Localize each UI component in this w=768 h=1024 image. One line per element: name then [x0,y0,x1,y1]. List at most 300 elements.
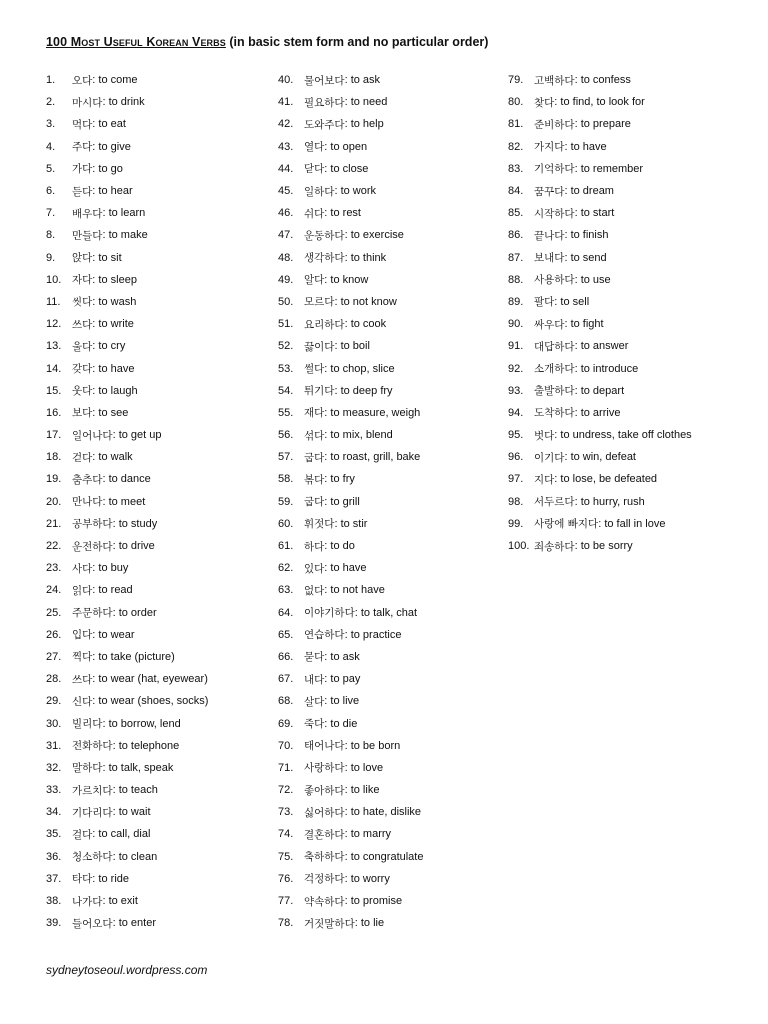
item-number: 68. [278,695,294,708]
item-number: 41. [278,96,294,109]
list-item [46,624,208,646]
list-item [508,335,692,357]
list-item [278,912,423,934]
item-number: 76. [278,872,294,885]
korean-verb: 사다 [72,562,93,575]
list-item [278,158,423,180]
item-number: 96. [508,451,524,464]
english-meaning: to help [350,118,384,131]
english-meaning: to pay [330,673,361,686]
list-item [46,69,208,91]
separator: : [112,784,119,797]
list-item [46,380,208,402]
item-number: 49. [278,273,294,286]
list-item [508,269,692,291]
separator: : [324,584,331,597]
list-item [278,247,423,269]
list-item [278,668,423,690]
verb-column-2 [278,69,423,934]
english-meaning: to undress, take off clothes [560,429,692,442]
korean-verb: 약속하다 [304,895,345,908]
item-number: 7. [46,207,56,220]
separator: : [324,562,331,575]
korean-verb: 팔다 [534,296,555,309]
separator: : [92,673,99,686]
separator: : [112,429,119,442]
english-meaning: to sell [560,295,590,308]
korean-verb: 닫다 [304,163,325,176]
korean-verb: 걸다 [72,828,93,841]
korean-verb: 시작하다 [534,207,575,220]
english-meaning: to drive [118,540,155,553]
separator: : [102,717,109,730]
item-number: 63. [278,584,294,597]
korean-verb: 꿈꾸다 [534,185,565,198]
english-meaning: to hear [98,185,133,198]
separator: : [92,185,99,198]
separator: : [92,584,99,597]
item-number: 5. [46,162,56,175]
list-item [46,180,208,202]
list-item [46,158,208,180]
separator: : [92,562,99,575]
separator: : [324,362,331,375]
korean-verb: 도착하다 [534,407,575,420]
korean-verb: 먹다 [72,118,93,131]
item-number: 53. [278,362,294,375]
english-meaning: to cook [350,318,387,331]
english-meaning: to win, defeat [570,451,636,464]
item-number: 46. [278,207,294,220]
separator: : [92,695,99,708]
list-item [46,823,208,845]
list-item [46,690,208,712]
separator: : [102,96,109,109]
english-meaning: to love [350,761,384,774]
english-meaning: to close [330,162,369,175]
separator: : [344,251,351,264]
separator: : [574,273,581,286]
separator: : [324,673,331,686]
separator: : [574,495,581,508]
korean-verb: 만들다 [72,229,103,242]
separator: : [574,162,581,175]
separator: : [344,761,351,774]
english-meaning: to dance [108,473,151,486]
english-meaning: to fry [330,473,355,486]
english-meaning: to have [570,140,607,153]
list-item [278,823,423,845]
item-number: 39. [46,917,62,930]
list-item [278,513,423,535]
separator: : [344,229,351,242]
separator: : [92,872,99,885]
korean-verb: 서두르다 [534,496,575,509]
english-meaning: to hurry, rush [580,495,645,508]
korean-verb: 하다 [304,540,325,553]
list-item [46,446,208,468]
korean-verb: 앉다 [72,252,93,265]
list-item [46,402,208,424]
separator: : [344,784,351,797]
korean-verb: 쓰다 [72,673,93,686]
korean-verb: 죄송하다 [534,540,575,553]
separator: : [344,74,351,87]
list-item [278,690,423,712]
list-item [278,136,423,158]
item-number: 81. [508,118,524,131]
korean-verb: 싫어하다 [304,806,345,819]
list-item [46,846,208,868]
korean-verb: 운전하다 [72,540,113,553]
english-meaning: to start [580,207,615,220]
korean-verb: 공부하다 [72,518,113,531]
separator: : [564,318,571,331]
korean-verb: 좋아하다 [304,784,345,797]
list-item [278,602,423,624]
korean-verb: 일어나다 [72,429,113,442]
english-meaning: to open [330,140,368,153]
english-meaning: to clean [118,850,158,863]
korean-verb: 알다 [304,274,325,287]
english-meaning: to not have [330,584,385,597]
item-number: 47. [278,229,294,242]
korean-verb: 이야기하다 [304,607,355,620]
english-meaning: to talk, chat [360,606,418,619]
korean-verb: 주문하다 [72,607,113,620]
english-meaning: to chop, slice [330,362,395,375]
separator: : [574,74,581,87]
list-item [46,801,208,823]
separator: : [554,295,561,308]
list-item [46,224,208,246]
english-meaning: to know [330,273,369,286]
separator: : [92,118,99,131]
korean-verb: 배우다 [72,207,103,220]
item-number: 57. [278,451,294,464]
list-item [508,202,692,224]
english-meaning: to congratulate [350,850,424,863]
english-meaning: to fall in love [604,517,666,530]
english-meaning: to boil [340,340,370,353]
verb-column-1 [46,69,208,934]
english-meaning: to marry [350,828,392,841]
separator: : [92,140,99,153]
english-meaning: to dream [570,185,614,198]
korean-verb: 사랑에 빠지다 [534,518,599,531]
korean-verb: 물어보다 [304,74,345,87]
english-meaning: to have [98,362,135,375]
english-meaning: to make [108,229,148,242]
list-item [508,402,692,424]
list-item [278,91,423,113]
korean-verb: 요리하다 [304,318,345,331]
korean-verb: 보다 [72,407,93,420]
english-meaning: to grill [330,495,360,508]
separator: : [324,429,331,442]
english-meaning: to stir [340,517,368,530]
korean-verb: 열다 [304,141,325,154]
english-meaning: to lose, be defeated [560,473,658,486]
item-number: 20. [46,495,62,508]
separator: : [564,140,571,153]
title-subtitle: (in basic stem form and no particular order) [225,35,489,49]
item-number: 29. [46,695,62,708]
separator: : [574,362,581,375]
english-meaning: to be born [350,739,401,752]
separator: : [112,517,119,530]
item-number: 25. [46,606,62,619]
english-meaning: to send [570,251,607,264]
separator: : [92,251,99,264]
list-item [46,868,208,890]
list-item [278,335,423,357]
item-number: 60. [278,517,294,530]
korean-verb: 끝나다 [534,229,565,242]
item-number: 86. [508,229,524,242]
list-item [278,491,423,513]
separator: : [112,540,119,553]
separator: : [554,96,561,109]
separator: : [344,118,351,131]
english-meaning: to use [580,273,611,286]
list-item [278,712,423,734]
list-item [508,468,692,490]
item-number: 18. [46,451,62,464]
item-number: 69. [278,717,294,730]
list-item [46,535,208,557]
korean-verb: 거짓말하다 [304,917,355,930]
list-item [46,668,208,690]
item-number: 88. [508,273,524,286]
list-item [278,113,423,135]
item-number: 52. [278,340,294,353]
item-number: 98. [508,495,524,508]
english-meaning: to work [340,185,377,198]
korean-verb: 싸우다 [534,318,565,331]
separator: : [574,118,581,131]
english-meaning: to not know [340,295,397,308]
list-item [278,424,423,446]
item-number: 70. [278,739,294,752]
list-item [46,513,208,535]
item-number: 26. [46,628,62,641]
english-meaning: to call, dial [98,828,151,841]
korean-verb: 찾다 [534,96,555,109]
separator: : [112,850,119,863]
english-meaning: to order [118,606,157,619]
item-number: 27. [46,650,62,663]
list-item [46,757,208,779]
item-number: 71. [278,761,294,774]
english-meaning: to die [330,717,358,730]
separator: : [574,384,581,397]
separator: : [564,251,571,264]
korean-verb: 만나다 [72,496,103,509]
separator: : [334,295,341,308]
separator: : [92,828,99,841]
korean-verb: 튀기다 [304,385,335,398]
english-meaning: to wait [118,806,151,819]
list-item [46,557,208,579]
korean-verb: 일하다 [304,185,335,198]
list-item [278,402,423,424]
english-meaning: to sit [98,251,122,264]
english-meaning: to answer [580,340,629,353]
separator: : [344,850,351,863]
english-meaning: to wear (hat, eyewear) [98,673,208,686]
english-meaning: to buy [98,562,129,575]
list-item [278,535,423,557]
item-number: 79. [508,74,524,87]
english-meaning: to exit [108,895,138,908]
separator: : [324,717,331,730]
separator: : [92,650,99,663]
list-item [508,247,692,269]
korean-verb: 굽다 [304,496,325,509]
separator: : [324,140,331,153]
korean-verb: 전화하다 [72,740,113,753]
korean-verb: 끓이다 [304,340,335,353]
item-number: 37. [46,872,62,885]
separator: : [324,695,331,708]
item-number: 92. [508,362,524,375]
list-item [278,846,423,868]
english-meaning: to eat [98,118,126,131]
list-item [508,513,692,535]
item-number: 6. [46,185,56,198]
list-item [46,912,208,934]
item-number: 99. [508,517,524,530]
separator: : [354,917,361,930]
item-number: 65. [278,628,294,641]
english-meaning: to have [330,562,367,575]
english-meaning: to rest [330,207,361,220]
list-item [508,291,692,313]
korean-verb: 듣다 [72,185,93,198]
separator: : [92,295,99,308]
english-meaning: to take (picture) [98,650,175,663]
separator: : [334,185,341,198]
list-item [278,735,423,757]
list-item [508,535,692,557]
separator: : [344,806,351,819]
english-meaning: to drink [108,96,145,109]
separator: : [344,318,351,331]
list-item [278,646,423,668]
english-meaning: to exercise [350,229,404,242]
list-item [46,712,208,734]
separator: : [92,628,99,641]
list-item [508,158,692,180]
list-item [46,646,208,668]
separator: : [102,229,109,242]
english-meaning: to remember [580,162,644,175]
item-number: 54. [278,384,294,397]
korean-verb: 살다 [304,695,325,708]
separator: : [334,340,341,353]
english-meaning: to telephone [118,739,180,752]
korean-verb: 기억하다 [534,163,575,176]
korean-verb: 입다 [72,629,93,642]
english-meaning: to talk, speak [108,761,174,774]
english-meaning: to be sorry [580,540,633,553]
korean-verb: 오다 [72,74,93,87]
separator: : [102,761,109,774]
english-meaning: to walk [98,451,133,464]
list-item [278,380,423,402]
item-number: 10. [46,273,62,286]
list-item [46,491,208,513]
korean-verb: 가르치다 [72,784,113,797]
item-number: 83. [508,162,524,175]
list-item [508,224,692,246]
english-meaning: to introduce [580,362,639,375]
separator: : [324,406,331,419]
item-number: 44. [278,162,294,175]
separator: : [92,406,99,419]
list-item [278,291,423,313]
list-item [46,357,208,379]
item-number: 58. [278,473,294,486]
separator: : [574,340,581,353]
item-number: 9. [46,251,56,264]
item-number: 28. [46,673,62,686]
separator: : [344,96,351,109]
separator: : [324,451,331,464]
korean-verb: 기다리다 [72,806,113,819]
english-meaning: to worry [350,872,390,885]
english-meaning: to cry [98,340,126,353]
item-number: 14. [46,362,62,375]
item-number: 35. [46,828,62,841]
item-number: 19. [46,473,62,486]
item-number: 61. [278,540,294,553]
item-number: 2. [46,96,56,109]
list-item [508,91,692,113]
separator: : [92,362,99,375]
korean-verb: 이기다 [534,451,565,464]
english-meaning: to need [350,96,388,109]
separator: : [344,828,351,841]
list-item [46,735,208,757]
korean-verb: 축하하다 [304,851,345,864]
item-number: 1. [46,74,56,87]
separator: : [554,429,561,442]
item-number: 80. [508,96,524,109]
separator: : [92,318,99,331]
separator: : [92,74,99,87]
english-meaning: to hate, dislike [350,806,422,819]
item-number: 78. [278,917,294,930]
english-meaning: to think [350,251,387,264]
list-item [278,557,423,579]
list-item [508,69,692,91]
item-number: 45. [278,185,294,198]
separator: : [92,384,99,397]
list-item [278,624,423,646]
korean-verb: 도와주다 [304,118,345,131]
korean-verb: 묻다 [304,651,325,664]
list-item [278,180,423,202]
english-meaning: to wear [98,628,135,641]
item-number: 56. [278,429,294,442]
list-item [46,779,208,801]
item-number: 13. [46,340,62,353]
item-number: 67. [278,673,294,686]
item-number: 95. [508,429,524,442]
list-item [508,380,692,402]
